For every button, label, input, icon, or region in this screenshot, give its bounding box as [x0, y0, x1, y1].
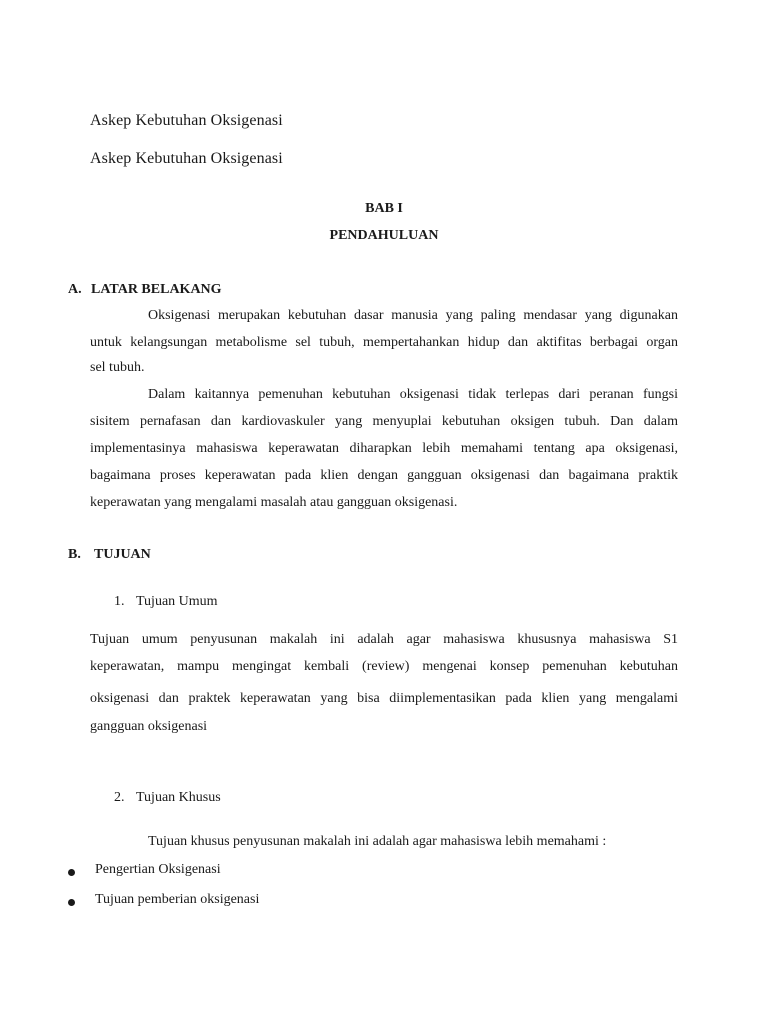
- section-a-heading: LATAR BELAKANG: [91, 282, 222, 297]
- tujuan-umum-line: gangguan oksigenasi: [90, 719, 208, 734]
- tujuan-umum-label: Tujuan Umum: [136, 594, 218, 609]
- latar-paragraph-1-line: untuk kelangsungan metabolisme sel tubuh, mempertahankan hidup dan aktifitas berbagai organ: [90, 335, 678, 350]
- document-subtitle: Askep Kebutuhan Oksigenasi: [90, 150, 283, 167]
- tujuan-khusus-intro: Tujuan khusus penyusunan makalah ini adalah agar mahasiswa lebih memahami :: [148, 834, 607, 849]
- tujuan-umum-number: 1.: [114, 594, 125, 609]
- bullet-icon: [68, 869, 75, 876]
- tujuan-khusus-label: Tujuan Khusus: [136, 790, 221, 805]
- latar-paragraph-1-line: Oksigenasi merupakan kebutuhan dasar manusia yang paling mendasar yang digunakan: [148, 308, 678, 323]
- bullet-item: Pengertian Oksigenasi: [95, 862, 221, 877]
- section-b-marker: B.: [68, 547, 81, 562]
- chapter-name: PENDAHULUAN: [329, 228, 439, 243]
- tujuan-umum-line: keperawatan, mampu mengingat kembali (review) mengenai konsep pemenuhan kebutuhan: [90, 659, 678, 674]
- chapter-number: BAB I: [365, 201, 403, 216]
- bullet-icon: [68, 899, 75, 906]
- section-a-marker: A.: [68, 282, 82, 297]
- tujuan-umum-line: Tujuan umum penyusunan makalah ini adalah agar mahasiswa khususnya mahasiswa S1: [90, 632, 678, 647]
- latar-paragraph-2-line: sisitem pernafasan dan kardiovaskuler yang menyuplai kebutuhan oksigen tubuh. Dan dalam: [90, 414, 678, 429]
- latar-paragraph-2-line: keperawatan yang mengalami masalah atau gangguan oksigenasi.: [90, 495, 458, 510]
- section-b-heading: TUJUAN: [94, 547, 151, 562]
- bullet-item: Tujuan pemberian oksigenasi: [95, 892, 260, 907]
- latar-paragraph-1-line: sel tubuh.: [90, 360, 145, 375]
- tujuan-umum-line: oksigenasi dan praktek keperawatan yang bisa diimplementasikan pada klien yang mengalami: [90, 691, 678, 706]
- latar-paragraph-2-line: implementasinya mahasiswa keperawatan diharapkan lebih memahami tentang apa oksigenasi,: [90, 441, 678, 456]
- latar-paragraph-2-line: bagaimana proses keperawatan pada klien dengan gangguan oksigenasi dan bagaimana praktik: [90, 468, 678, 483]
- latar-paragraph-2-line: Dalam kaitannya pemenuhan kebutuhan oksigenasi tidak terlepas dari peranan fungsi: [148, 387, 678, 402]
- tujuan-khusus-number: 2.: [114, 790, 125, 805]
- document-title: Askep Kebutuhan Oksigenasi: [90, 112, 283, 129]
